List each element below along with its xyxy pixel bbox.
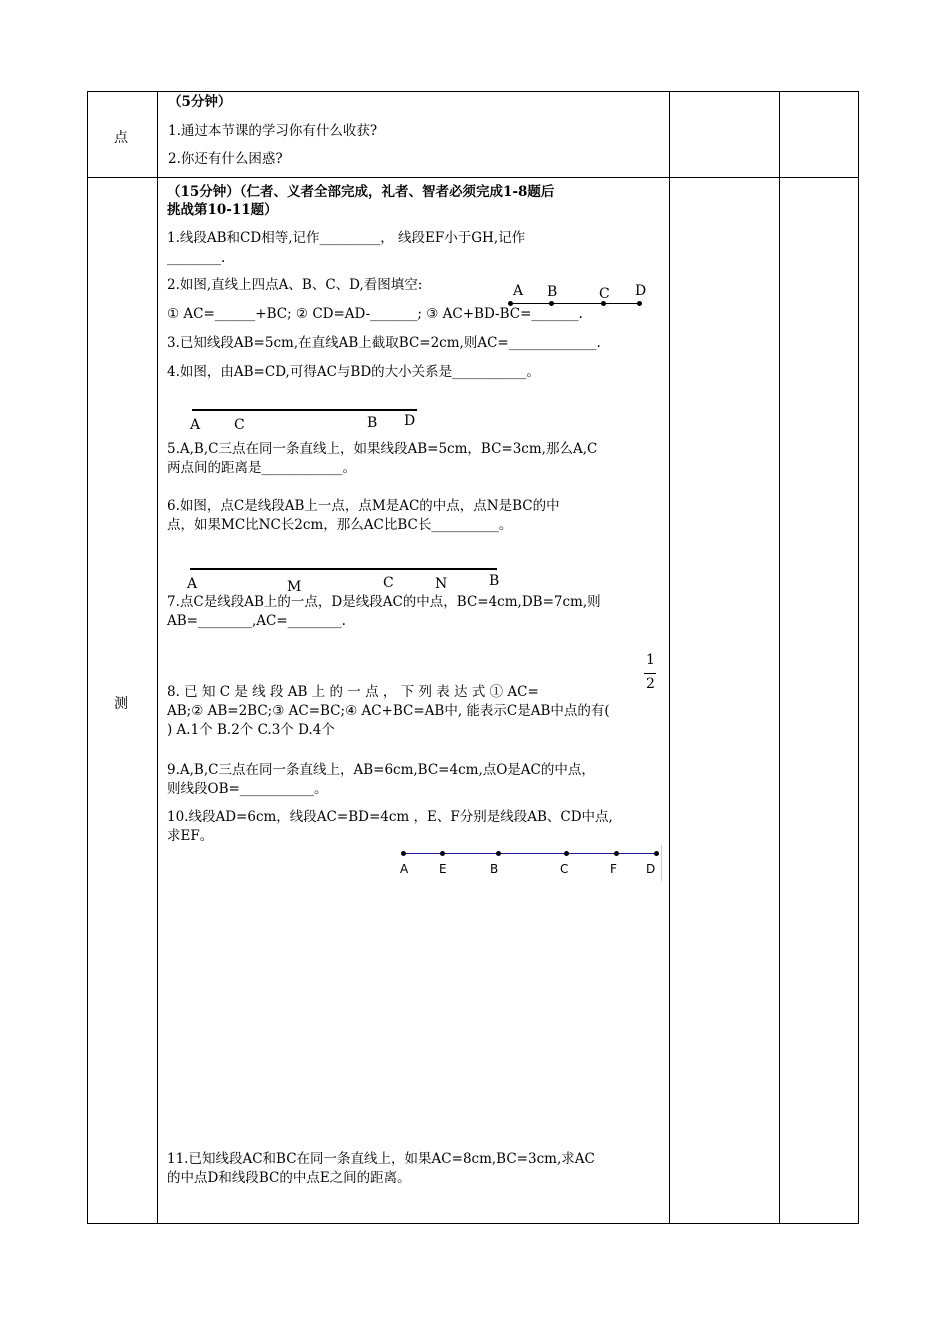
col-border-3 — [669, 91, 670, 1224]
fraction-bar — [644, 673, 656, 674]
row-divider — [87, 177, 859, 178]
section-label-dian: 点 — [114, 130, 128, 146]
figure-10-label-d: D — [646, 862, 656, 876]
reflection-question-1: 1.通过本节课的学习你有什么收获? — [168, 123, 378, 139]
figure-2-label-d: D — [635, 283, 647, 299]
problem-3: 3.已知线段AB=5cm,在直线AB上截取BC=2cm,则AC=_____________. — [167, 335, 601, 351]
col-border-5 — [858, 91, 859, 1224]
problem-5-line-2: 两点间的距离是____________。 — [167, 460, 356, 476]
figure-6-label-n: N — [435, 576, 448, 592]
figure-2-point — [549, 301, 554, 306]
col-border-1 — [87, 91, 88, 1224]
problem-4: 4.如图，由AB=CD,可得AC与BD的大小关系是___________。 — [167, 364, 540, 380]
figure-2-line — [510, 303, 641, 304]
figure-6-label-m: M — [287, 579, 302, 595]
problem-8-line-1: 8. 已 知 C 是 线 段 AB 上 的 一 点 ， 下 列 表 达 式 ① AC= — [167, 684, 539, 700]
col-border-4 — [779, 91, 780, 1224]
figure-10-point — [401, 851, 406, 856]
problem-7-line-2: AB=________,AC=________. — [167, 613, 346, 629]
figure-4-line — [192, 409, 417, 411]
figure-10-label-c: C — [560, 862, 569, 876]
problem-6-line-1: 6.如图，点C是线段AB上一点，点M是AC的中点，点N是BC的中 — [167, 498, 560, 514]
figure-2-point — [508, 301, 513, 306]
figure-4-label-b: B — [367, 415, 378, 431]
reflection-question-2: 2.你还有什么困惑? — [168, 151, 283, 167]
figure-6-label-a: A — [187, 576, 198, 592]
problem-2-line-2: ① AC=______+BC; ② CD=AD-_______; ③ AC+BD-BC=_______. — [167, 306, 583, 322]
table-bottom-border — [87, 1223, 859, 1224]
figure-4-label-c: C — [234, 417, 245, 433]
figure-10-point — [564, 851, 569, 856]
figure-2-label-a: A — [513, 283, 524, 299]
problem-1-line-2: ________. — [167, 250, 226, 266]
instruction-line-2: 挑战第10-11题） — [167, 202, 278, 218]
figure-10-point — [440, 851, 445, 856]
figure-2-label-c: C — [599, 286, 610, 302]
problem-9-line-1: 9.A,B,C三点在同一条直线上，AB=6cm,BC=4cm,点O是AC的中点， — [167, 762, 595, 778]
col-border-2 — [157, 91, 158, 1224]
figure-4-label-a: A — [190, 417, 201, 433]
problem-9-line-2: 则线段OB=___________。 — [167, 781, 328, 797]
figure-10-point — [614, 851, 619, 856]
figure-10-edge — [661, 845, 662, 881]
problem-10-line-1: 10.线段AD=6cm，线段AC=BD=4cm ，E、F分别是线段AB、CD中点, — [167, 809, 613, 825]
figure-2-label-b: B — [547, 284, 558, 300]
problem-10-line-2: 求EF。 — [167, 828, 214, 844]
figure-10-point — [496, 851, 501, 856]
problem-11-line-2: 的中点D和线段BC的中点E之间的距离。 — [167, 1170, 411, 1186]
figure-6-label-b: B — [489, 573, 500, 589]
problem-8-line-3: ) A.1个 B.2个 C.3个 D.4个 — [167, 722, 335, 738]
table-top-border — [87, 91, 859, 92]
problem-11-line-1: 11.已知线段AC和BC在同一条直线上，如果AC=8cm,BC=3cm,求AC — [167, 1151, 595, 1167]
figure-10-label-b: B — [490, 862, 499, 876]
problem-6-line-2: 点，如果MC比NC长2cm，那么AC比BC长__________。 — [167, 517, 513, 533]
figure-10-point — [654, 851, 659, 856]
figure-10-label-f: F — [610, 862, 617, 876]
section-label-ce: 测 — [114, 696, 128, 712]
problem-2-line-1: 2.如图,直线上四点A、B、C、D,看图填空: — [167, 277, 423, 293]
problem-8-line-2: AB;② AB=2BC;③ AC=BC;④ AC+BC=AB中, 能表示C是AB中点的有( — [167, 703, 610, 719]
figure-10-label-a: A — [400, 862, 409, 876]
figure-2-point — [637, 301, 642, 306]
problem-5-line-1: 5.A,B,C三点在同一条直线上，如果线段AB=5cm，BC=3cm,那么A,C — [167, 441, 598, 457]
fraction-numerator: 1 — [646, 652, 655, 668]
problem-7-line-1: 7.点C是线段AB上的一点，D是线段AC的中点，BC=4cm,DB=7cm,则 — [167, 594, 601, 610]
figure-10-label-e: E — [439, 862, 447, 876]
fraction-denominator: 2 — [646, 676, 655, 692]
problem-1-line-1: 1.线段AB和CD相等,记作_________， 线段EF小于GH,记作 — [167, 230, 526, 246]
section1-time: （5分钟） — [168, 94, 232, 110]
figure-6-label-c: C — [383, 575, 394, 591]
instruction-line-1: （15分钟）（仁者、义者全部完成，礼者、智者必须完成1-8题后 — [167, 184, 555, 200]
figure-6-line — [190, 568, 497, 570]
figure-4-label-d: D — [404, 413, 416, 429]
